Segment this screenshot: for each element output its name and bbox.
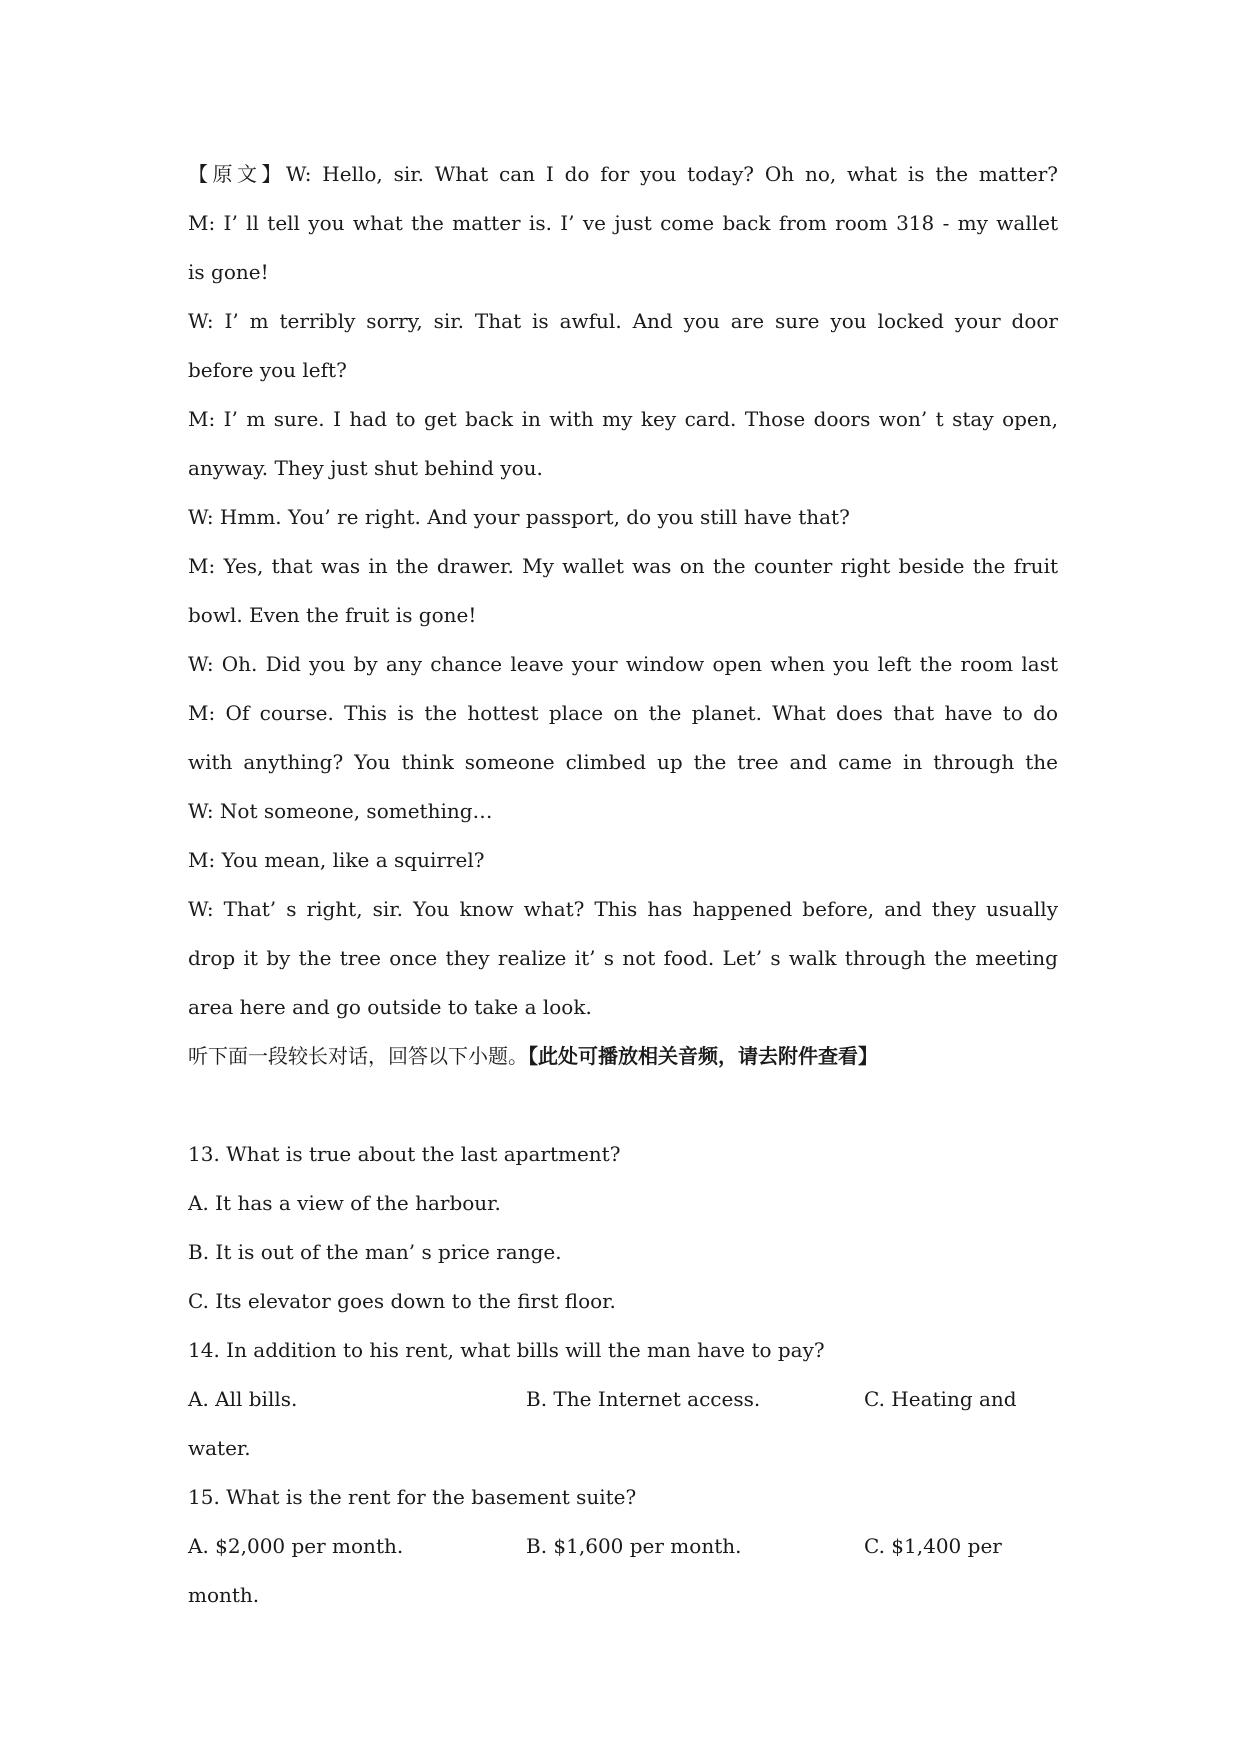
question-stem: 13. What is true about the last apartment? [188,1142,621,1166]
transcript-line: W: Not someone, something… [188,799,493,823]
transcript-line: M: You mean, like a squirrel? [188,848,485,872]
transcript-line: 【原文】W: Hello, sir. What can I do for you today? Oh no, what is the matter? [188,162,1058,186]
answer-option: B. $1,600 per month. [526,1534,742,1558]
answer-option: B. The Internet access. [526,1387,761,1411]
transcript-line: area here and go outside to take a look. [188,995,592,1019]
transcript-line: before you left? [188,358,347,382]
listening-instruction: 听下面一段较长对话，回答以下小题。【此处可播放相关音频，请去附件查看】 [188,1044,878,1068]
answer-option: B. It is out of the man’ s price range. [188,1240,562,1264]
options-row [188,1522,1058,1571]
audio-note: 【此处可播放相关音频，请去附件查看】 [528,1044,878,1068]
transcript-line: bowl. Even the fruit is gone! [188,603,477,627]
spacer [188,1081,1058,1130]
answer-option: C. Heating and [864,1387,1017,1411]
transcript-line: M: I’ ll tell you what the matter is. I’ ve just come back from room 318 - my wallet [188,211,1058,235]
transcript-line: W: Oh. Did you by any chance leave your window open when you left the room last [188,652,1058,676]
answer-option: A. All bills. [188,1387,298,1411]
transcript-line: with anything? You think someone climbed up the tree and came in through the [188,750,1058,774]
transcript-line: W: I’ m terribly sorry, sir. That is awful. And you are sure you locked your door [188,309,1058,333]
transcript-line: is gone! [188,260,269,284]
document-page [188,150,1058,1620]
transcript-line: anyway. They just shut behind you. [188,456,543,480]
answer-option: C. $1,400 per [864,1534,1002,1558]
transcript-line: drop it by the tree once they realize it’ s not food. Let’ s walk through the meeting [188,946,1058,970]
option-wrap: month. [188,1583,260,1607]
question-stem: 14. In addition to his rent, what bills will the man have to pay? [188,1338,825,1362]
transcript-line: M: Yes, that was in the drawer. My wallet was on the counter right beside the fruit [188,554,1058,578]
transcript-line: W: That’ s right, sir. You know what? This has happened before, and they usually [188,897,1058,921]
option-wrap: water. [188,1436,251,1460]
transcript-line: M: Of course. This is the hottest place on the planet. What does that have to do [188,701,1058,725]
transcript-line: W: Hmm. You’ re right. And your passport, do you still have that? [188,505,850,529]
answer-option: A. $2,000 per month. [188,1534,404,1558]
options-row [188,1375,1058,1424]
answer-option: C. Its elevator goes down to the first floor. [188,1289,616,1313]
transcript-line: M: I’ m sure. I had to get back in with my key card. Those doors won’ t stay open, [188,407,1058,431]
answer-option: A. It has a view of the harbour. [188,1191,501,1215]
question-stem: 15. What is the rent for the basement suite? [188,1485,637,1509]
transcript-label: 【原文】 [188,162,286,186]
